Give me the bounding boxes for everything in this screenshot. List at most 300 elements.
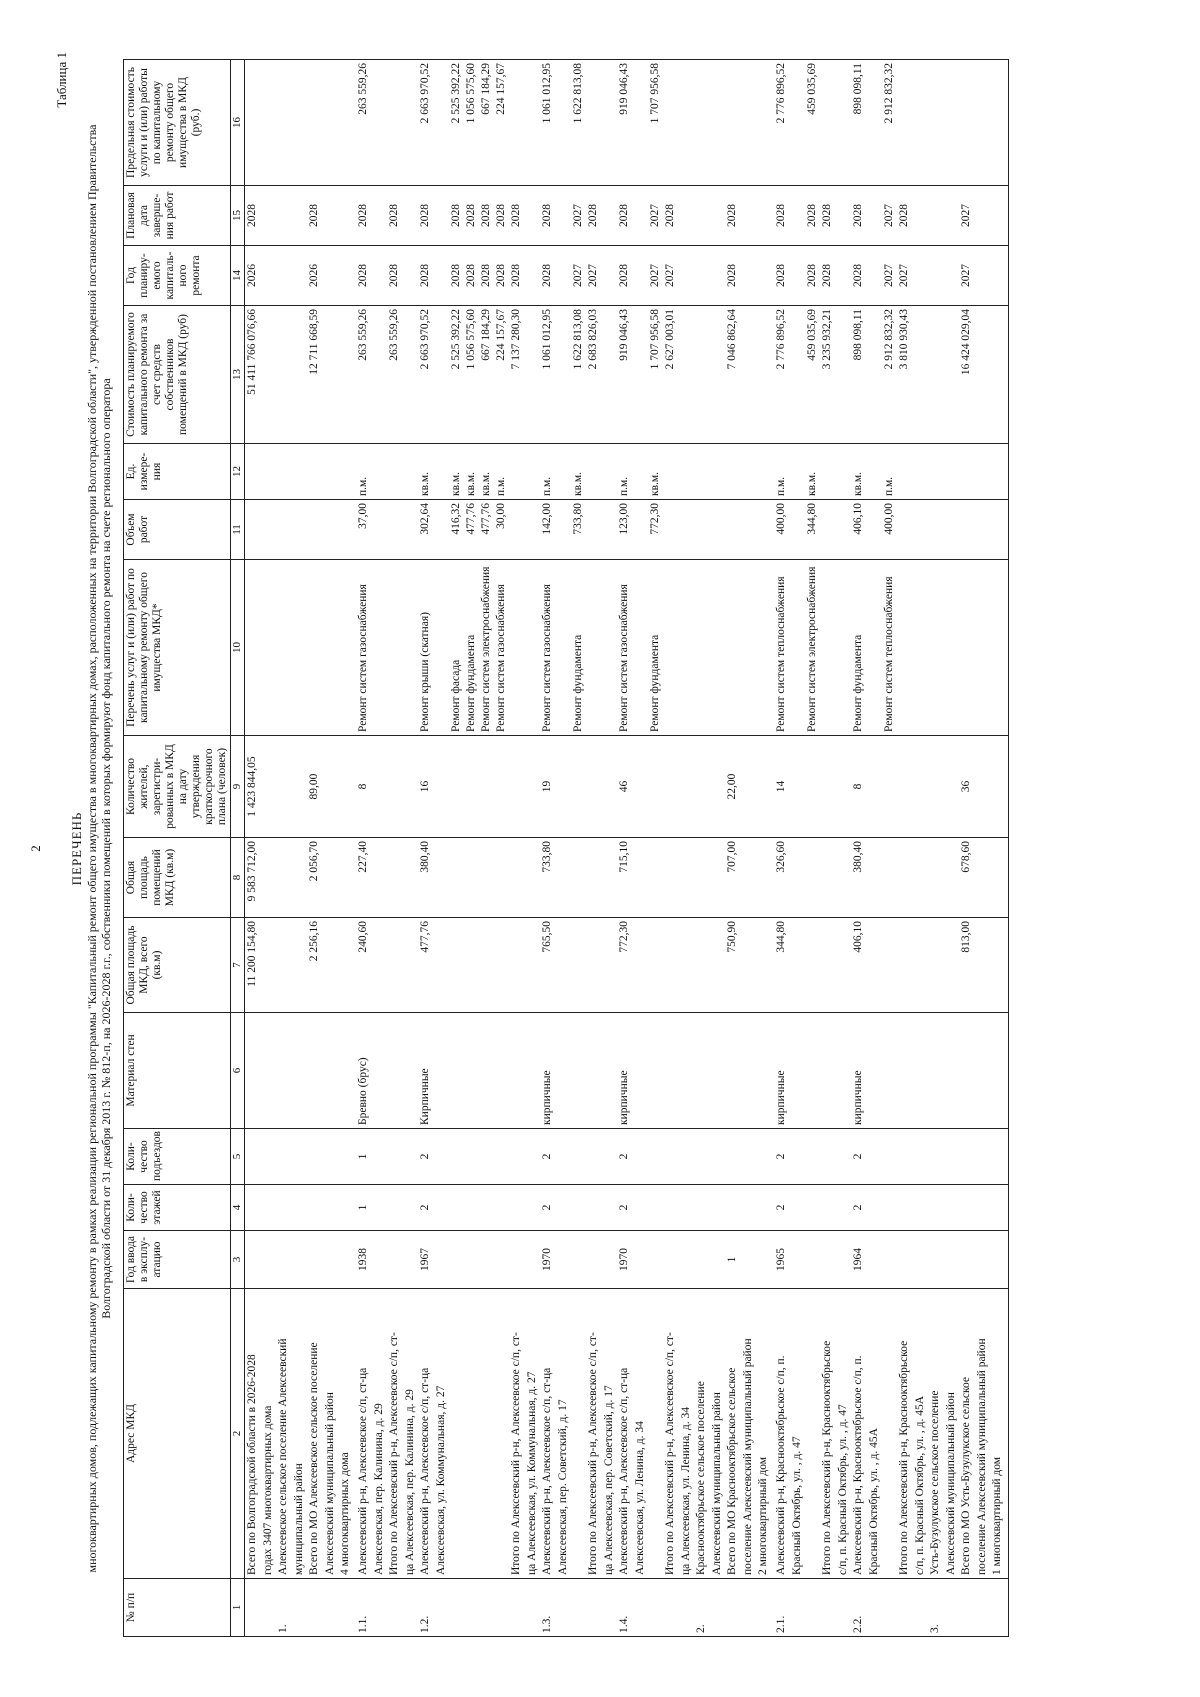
cell-limit-cost (509, 60, 540, 186)
cell-address (307, 1289, 338, 1579)
cell-floors (990, 1185, 1009, 1231)
cost-text: 1 061 012,95 (541, 309, 553, 370)
cell-completion-date (959, 186, 990, 246)
cell-cost (571, 306, 586, 444)
cost-text: 12 711 668,59 (308, 309, 320, 375)
cell-limit-cost (387, 60, 418, 186)
document-subtitle-line1: многоквартирных домов, подлежащих капитальному ремонту в рамках реализации региональной программы "Капитальный ремонт общего имущества в многоквартирных домах, расположенных на территории Волгоградской области", утвержденной постановлением Правительства (85, 124, 99, 1573)
cell-entrances (540, 1129, 571, 1185)
cell-floors (882, 1185, 897, 1231)
floors-text: 2 (541, 1204, 553, 1211)
cell-year-built (725, 1231, 756, 1289)
year-built-text: 1970 (541, 1248, 553, 1271)
cell-volume (756, 500, 774, 560)
cell-unit (540, 444, 571, 500)
planned-year-text: 2026 (308, 264, 320, 287)
limit-cost-text: 2 912 832,32 (883, 63, 895, 124)
cell-completion-date (990, 186, 1009, 246)
cost-text: 667 184,29 (480, 309, 492, 361)
cell-row-number (774, 1579, 805, 1637)
row-number-text: 2.1. (775, 1615, 787, 1633)
cell-total-area (820, 918, 851, 1013)
cell-limit-cost (479, 60, 494, 186)
row-number-text: 1.2. (419, 1615, 431, 1633)
cell-year-built (805, 1231, 820, 1289)
premises-area-text: 678,60 (960, 841, 972, 873)
completion-date-text: 2028 (357, 204, 369, 227)
cell-cost (617, 306, 648, 444)
cell-completion-date (694, 186, 725, 246)
volume-text: 142,00 (541, 503, 553, 535)
cell-row-number (387, 1579, 418, 1637)
cell-year-built (851, 1231, 882, 1289)
table-row (928, 60, 959, 1637)
total-area-text: 240,60 (357, 921, 369, 953)
planned-year-text: 2028 (450, 264, 462, 287)
cell-total-area (356, 918, 387, 1013)
unit-text: кв.м. (649, 471, 661, 496)
cell-volume (990, 500, 1009, 560)
planned-year-text: 2027 (883, 264, 895, 287)
unit-text: п.м. (495, 476, 507, 496)
cell-cost (756, 306, 774, 444)
cell-work-type (307, 560, 338, 736)
table-row (387, 60, 418, 1637)
cell-cost (928, 306, 959, 444)
cell-premises-area (617, 838, 648, 918)
cell-row-number (356, 1579, 387, 1637)
cost-text: 1 622 813,08 (572, 309, 584, 370)
cell-address (805, 1289, 820, 1579)
cell-limit-cost (897, 60, 928, 186)
cell-year-built (571, 1231, 586, 1289)
cell-year-built (509, 1231, 540, 1289)
cell-limit-cost (571, 60, 586, 186)
cell-cost (774, 306, 805, 444)
limit-cost-text: 2 525 392,22 (450, 63, 462, 124)
unit-text: п.м. (357, 476, 369, 496)
total-area-text: 2 256,16 (308, 921, 320, 962)
cell-volume (648, 500, 663, 560)
planned-year-text: 2027 (649, 264, 661, 287)
cell-premises-area (509, 838, 540, 918)
cell-premises-area (959, 838, 990, 918)
cell-cost (663, 306, 694, 444)
cell-wall-material (820, 1013, 851, 1129)
completion-date-text: 2028 (852, 204, 864, 227)
cell-limit-cost (663, 60, 694, 186)
cell-floors (586, 1185, 617, 1231)
cell-entrances (387, 1129, 418, 1185)
cost-text: 898 098,11 (852, 309, 864, 361)
cell-floors (338, 1185, 356, 1231)
cell-limit-cost (694, 60, 725, 186)
cell-total-area (479, 918, 494, 1013)
cell-address (725, 1289, 756, 1579)
cell-total-area (509, 918, 540, 1013)
address-line2: Красный Октябрь, ул. , д. 47 (791, 1436, 803, 1575)
cell-unit (276, 444, 307, 500)
cell-year-built (897, 1231, 928, 1289)
cell-work-type (959, 560, 990, 736)
column-number: 1 (231, 1579, 245, 1637)
floors-text: 1 (357, 1204, 369, 1211)
cell-premises-area (648, 838, 663, 918)
limit-cost-text: 667 184,29 (480, 63, 492, 115)
unit-text: кв.м. (419, 471, 431, 496)
planned-year-text: 2027 (587, 264, 599, 287)
work-type-text: Ремонт систем газоснабжения (495, 584, 507, 732)
work-type-text: Ремонт систем газоснабжения (618, 584, 630, 732)
residents-text: 46 (618, 780, 630, 793)
cell-total-area (617, 918, 648, 1013)
cell-unit (663, 444, 694, 500)
table-row (586, 60, 617, 1637)
cell-unit (897, 444, 928, 500)
cell-total-area (882, 918, 897, 1013)
table-row (509, 60, 540, 1637)
address-line2: годах 3407 многоквартирных дома (262, 1405, 274, 1575)
wall-material-text: Кирпичные (419, 1068, 431, 1125)
volume-text: 733,80 (572, 503, 584, 535)
cell-floors (694, 1185, 725, 1231)
cost-text: 263 559,26 (388, 309, 400, 361)
planned-year-text: 2028 (726, 264, 738, 287)
total-area-text: 477,76 (419, 921, 431, 953)
table-row (648, 60, 663, 1637)
cell-year-built (756, 1231, 774, 1289)
table-row (663, 60, 694, 1637)
unit-text: кв.м. (806, 471, 818, 496)
cell-entrances (617, 1129, 648, 1185)
planned-year-text: 2028 (852, 264, 864, 287)
cost-text: 263 559,26 (357, 309, 369, 361)
cell-wall-material (617, 1013, 648, 1129)
cell-floors (617, 1185, 648, 1231)
cell-residents (851, 736, 882, 838)
table-row (851, 60, 882, 1637)
residents-text: 8 (852, 783, 864, 790)
cell-address (338, 1289, 356, 1579)
unit-text: п.м. (541, 476, 553, 496)
cell-completion-date (756, 186, 774, 246)
table-row (774, 60, 805, 1637)
cell-unit (694, 444, 725, 500)
cell-floors (805, 1185, 820, 1231)
cell-limit-cost (959, 60, 990, 186)
address-text: 4 многоквартирных дома (339, 1452, 351, 1575)
completion-date-text: 2027 (649, 204, 661, 227)
cell-unit (307, 444, 338, 500)
cell-completion-date (540, 186, 571, 246)
floors-text: 2 (852, 1204, 864, 1211)
cell-cost (725, 306, 756, 444)
cell-premises-area (338, 838, 356, 918)
cell-floors (449, 1185, 464, 1231)
cell-completion-date (356, 186, 387, 246)
total-area-text: 765,50 (541, 921, 553, 953)
header-address: Адрес МКД (124, 1289, 231, 1579)
cell-planned-year (338, 246, 356, 306)
cell-planned-year (882, 246, 897, 306)
cell-total-area (990, 918, 1009, 1013)
cell-limit-cost (851, 60, 882, 186)
cell-residents (756, 736, 774, 838)
cell-wall-material (882, 1013, 897, 1129)
cell-row-number (509, 1579, 540, 1637)
cell-address (571, 1289, 586, 1579)
cell-volume (540, 500, 571, 560)
cell-total-area (805, 918, 820, 1013)
column-number: 11 (231, 500, 245, 560)
cell-premises-area (897, 838, 928, 918)
table-header-row (124, 60, 231, 1637)
cell-limit-cost (356, 60, 387, 186)
cell-entrances (897, 1129, 928, 1185)
cell-volume (805, 500, 820, 560)
address-line2: Красный Октябрь, ул. , д. 45А (868, 1428, 880, 1575)
cell-work-type (756, 560, 774, 736)
completion-date-text: 2028 (618, 204, 630, 227)
cell-total-area (464, 918, 479, 1013)
cell-address (479, 1289, 494, 1579)
cell-limit-cost (449, 60, 464, 186)
limit-cost-text: 919 046,43 (618, 63, 630, 115)
cell-address (756, 1289, 774, 1579)
cell-work-type (725, 560, 756, 736)
cell-row-number (959, 1579, 990, 1637)
volume-text: 302,64 (419, 503, 431, 535)
planned-year-text: 2028 (806, 264, 818, 287)
cell-residents (959, 736, 990, 838)
cell-volume (725, 500, 756, 560)
cell-address (897, 1289, 928, 1579)
planned-year-text: 2028 (510, 264, 522, 287)
cell-cost (805, 306, 820, 444)
cell-residents (805, 736, 820, 838)
cell-planned-year (774, 246, 805, 306)
wall-material-text: кирпичные (852, 1070, 864, 1125)
cell-row-number (990, 1579, 1009, 1637)
cell-floors (648, 1185, 663, 1231)
cell-planned-year (725, 246, 756, 306)
address-text: 1 многоквартирный дом (991, 1456, 1003, 1575)
cell-year-built (663, 1231, 694, 1289)
work-type-text: Ремонт систем теплоснабжения (883, 576, 895, 732)
cell-premises-area (774, 838, 805, 918)
row-number-text: 1.4. (618, 1615, 630, 1633)
cell-planned-year (387, 246, 418, 306)
cell-premises-area (540, 838, 571, 918)
planned-year-text: 2028 (419, 264, 431, 287)
cell-unit (571, 444, 586, 500)
cell-floors (479, 1185, 494, 1231)
cell-premises-area (494, 838, 509, 918)
cell-limit-cost (774, 60, 805, 186)
cell-cost (464, 306, 479, 444)
cell-unit (356, 444, 387, 500)
cell-floors (509, 1185, 540, 1231)
cell-unit (617, 444, 648, 500)
cell-limit-cost (990, 60, 1009, 186)
cell-unit (509, 444, 540, 500)
completion-date-text: 2028 (388, 204, 400, 227)
cell-entrances (663, 1129, 694, 1185)
table-row (479, 60, 494, 1637)
cell-planned-year (464, 246, 479, 306)
address-text: Всего по МО Краснооктябрьское сельское (726, 1367, 738, 1575)
cell-entrances (338, 1129, 356, 1185)
cell-total-area (276, 918, 307, 1013)
cell-unit (338, 444, 356, 500)
cell-address (820, 1289, 851, 1579)
cell-wall-material (449, 1013, 464, 1129)
cell-volume (617, 500, 648, 560)
cell-residents (276, 736, 307, 838)
table-row (756, 60, 774, 1637)
cell-work-type (882, 560, 897, 736)
cell-unit (805, 444, 820, 500)
repair-list-table (123, 59, 1009, 1637)
cell-premises-area (245, 838, 277, 918)
cell-address (694, 1289, 725, 1579)
column-number: 8 (231, 838, 245, 918)
cell-planned-year (418, 246, 449, 306)
cell-unit (928, 444, 959, 500)
wall-material-text: кирпичные (775, 1070, 787, 1125)
cell-wall-material (725, 1013, 756, 1129)
volume-text: 477,76 (480, 503, 492, 535)
cell-work-type (245, 560, 277, 736)
cell-floors (725, 1185, 756, 1231)
limit-cost-text: 2 776 896,52 (775, 63, 787, 124)
cell-entrances (356, 1129, 387, 1185)
year-built-text: 1967 (419, 1248, 431, 1271)
header-limit-cost: Предельная стоимость услуги и (или) работы по капитальному ремонту общего имущества в МКД (руб.) (124, 60, 231, 186)
cell-total-area (307, 918, 338, 1013)
header-unit: Ед. измере-ния (124, 444, 231, 500)
planned-year-text: 2028 (388, 264, 400, 287)
cell-row-number (449, 1579, 464, 1637)
cell-completion-date (897, 186, 928, 246)
entrances-text: 2 (852, 1153, 864, 1160)
cell-row-number (897, 1579, 928, 1637)
table-row (959, 60, 990, 1637)
cell-residents (540, 736, 571, 838)
cost-text: 1 056 575,60 (465, 309, 477, 370)
cell-address (882, 1289, 897, 1579)
cell-row-number (882, 1579, 897, 1637)
cell-row-number (571, 1579, 586, 1637)
cell-volume (464, 500, 479, 560)
cell-cost (586, 306, 617, 444)
address-text: Итого по Алексеевский р-н, Краснооктябрьское (898, 1340, 910, 1575)
cost-text: 2 627 003,01 (664, 309, 676, 370)
cell-work-type (663, 560, 694, 736)
limit-cost-text: 1 061 012,95 (541, 63, 553, 124)
address-text: Итого по Алексеевский р-н, Краснооктябрьское (821, 1340, 833, 1575)
cell-cost (449, 306, 464, 444)
address-line2: Алексеевский муниципальный район (324, 1392, 336, 1575)
cell-total-area (928, 918, 959, 1013)
cell-row-number (307, 1579, 338, 1637)
cell-floors (494, 1185, 509, 1231)
column-number-row (231, 60, 245, 1637)
residents-text: 19 (541, 780, 553, 793)
residents-text: 1 423 844,05 (246, 756, 258, 817)
entrances-text: 2 (541, 1153, 553, 1160)
cell-wall-material (805, 1013, 820, 1129)
address-line2: ца Алексеевская, ул. Ленина, д. 34 (680, 1406, 692, 1575)
cell-entrances (774, 1129, 805, 1185)
cell-wall-material (540, 1013, 571, 1129)
cell-total-area (571, 918, 586, 1013)
cell-work-type (418, 560, 449, 736)
cell-entrances (725, 1129, 756, 1185)
cell-planned-year (307, 246, 338, 306)
cell-work-type (805, 560, 820, 736)
cell-completion-date (307, 186, 338, 246)
cell-address (356, 1289, 387, 1579)
cell-wall-material (851, 1013, 882, 1129)
row-number-text: 2.2. (852, 1615, 864, 1633)
cell-total-area (851, 918, 882, 1013)
cost-text: 3 810 930,43 (898, 309, 910, 370)
address-text: Итого по Алексеевский р-н, Алексеевское с/п, ст- (664, 1332, 676, 1575)
cell-cost (694, 306, 725, 444)
cell-address (851, 1289, 882, 1579)
cell-entrances (464, 1129, 479, 1185)
completion-date-text: 2028 (308, 204, 320, 227)
cell-year-built (276, 1231, 307, 1289)
cell-residents (338, 736, 356, 838)
cell-unit (464, 444, 479, 500)
cell-wall-material (897, 1013, 928, 1129)
cell-address (494, 1289, 509, 1579)
cell-unit (990, 444, 1009, 500)
cell-unit (586, 444, 617, 500)
cell-premises-area (990, 838, 1009, 918)
cell-total-area (494, 918, 509, 1013)
volume-text: 37,00 (357, 503, 369, 529)
table-row (418, 60, 449, 1637)
cell-premises-area (882, 838, 897, 918)
cell-volume (418, 500, 449, 560)
total-area-text: 772,30 (618, 921, 630, 953)
cell-entrances (509, 1129, 540, 1185)
completion-date-text: 2028 (480, 204, 492, 227)
cell-address (990, 1289, 1009, 1579)
planned-year-text: 2027 (898, 264, 910, 287)
planned-year-text: 2028 (541, 264, 553, 287)
completion-date-text: 2027 (883, 204, 895, 227)
column-number: 9 (231, 736, 245, 838)
address-line2: ца Алексеевская, пер. Калинина, д. 29 (404, 1389, 416, 1575)
cell-premises-area (571, 838, 586, 918)
column-number: 12 (231, 444, 245, 500)
cell-entrances (990, 1129, 1009, 1185)
cell-premises-area (851, 838, 882, 918)
cell-completion-date (820, 186, 851, 246)
cell-row-number (494, 1579, 509, 1637)
cell-floors (418, 1185, 449, 1231)
cell-planned-year (617, 246, 648, 306)
cell-entrances (449, 1129, 464, 1185)
year-built-text: 1 (726, 1256, 738, 1263)
cell-volume (276, 500, 307, 560)
column-number: 14 (231, 246, 245, 306)
cell-entrances (418, 1129, 449, 1185)
